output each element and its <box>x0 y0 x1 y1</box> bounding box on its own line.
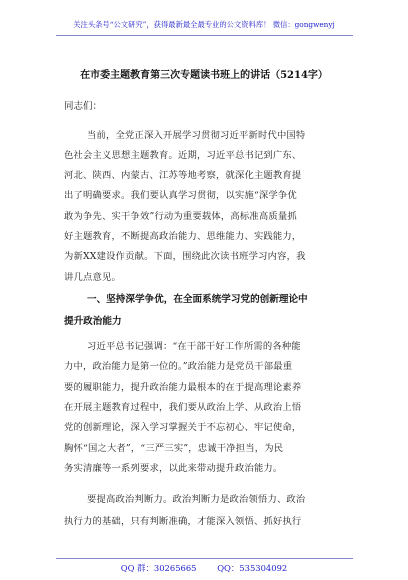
paragraph-1-line: 好主题教育，不断提高政治能力、思维能力、实践能力， <box>64 231 302 242</box>
document-title: 在市委主题教育第三次专题读书班上的讲话（5214字） <box>80 70 328 81</box>
paragraph-2-line: 要的履职能力，提升政治能力最根本的在于提高理论素养 <box>64 382 302 393</box>
paragraph-2-line: 务实清廉等一系列要求，以此来带动提升政治能力。 <box>64 463 283 474</box>
paragraph-1-line: 为新XX建设作贡献。下面，围绕此次读书班学习内容，我 <box>64 251 306 262</box>
paragraph-2-line: 党的创新理论，深入学习掌握关于不忘初心、牢记使命， <box>64 422 302 433</box>
salutation: 同志们： <box>64 101 103 112</box>
footer-divider <box>56 558 353 559</box>
section-1-heading: 一、坚持深学争优，在全面系统学习党的创新理论中 <box>87 294 308 305</box>
footer-qq-number: QQ：535304092 <box>217 563 288 573</box>
paragraph-2-line: 力中，政治能力是第一位的。”政治能力是党员干部最重 <box>64 361 293 372</box>
paragraph-1-line: 敢为争先、实干争效”行动为重要载体，高标准高质量抓 <box>64 211 297 222</box>
paragraph-1-line: 讲几点意见。 <box>64 272 121 283</box>
header-banner-link[interactable]: 关注头条号“公文研究”，获得最新最全最专业的公文资料库！ 微信：gongwenyj <box>73 20 335 29</box>
footer-qq-group: QQ 群：30265665 <box>120 563 197 573</box>
paragraph-1-line: 当前，全党正深入开展学习贯彻习近平新时代中国特 <box>87 130 306 141</box>
header-divider <box>56 35 353 36</box>
paragraph-2-line: 胸怀“国之大者”，“三严三实”，忠诚干净担当，为民 <box>64 443 284 454</box>
paragraph-1-line: 河北、陕西、内蒙古、江苏等地考察，就深化主题教育提 <box>64 170 302 181</box>
footer-contact <box>0 562 408 574</box>
paragraph-1-line: 出了明确要求。我们要认真学习贯彻，以实施“深学争优 <box>64 190 297 201</box>
paragraph-2-line: 习近平总书记强调：“在干部干好工作所需的各种能 <box>87 341 301 352</box>
paragraph-3-line: 要提高政治判断力。政治判断力是政治领悟力、政治 <box>87 494 306 505</box>
paragraph-3-line: 执行力的基础，只有判断准确，才能深入领悟、抓好执行 <box>64 516 302 527</box>
paragraph-2-line: 在开展主题教育过程中，我们要从政治上学、从政治上悟 <box>64 402 302 413</box>
paragraph-1-line: 色社会主义思想主题教育。近期，习近平总书记到广东、 <box>64 150 302 161</box>
section-1-heading: 提升政治能力 <box>64 316 122 327</box>
